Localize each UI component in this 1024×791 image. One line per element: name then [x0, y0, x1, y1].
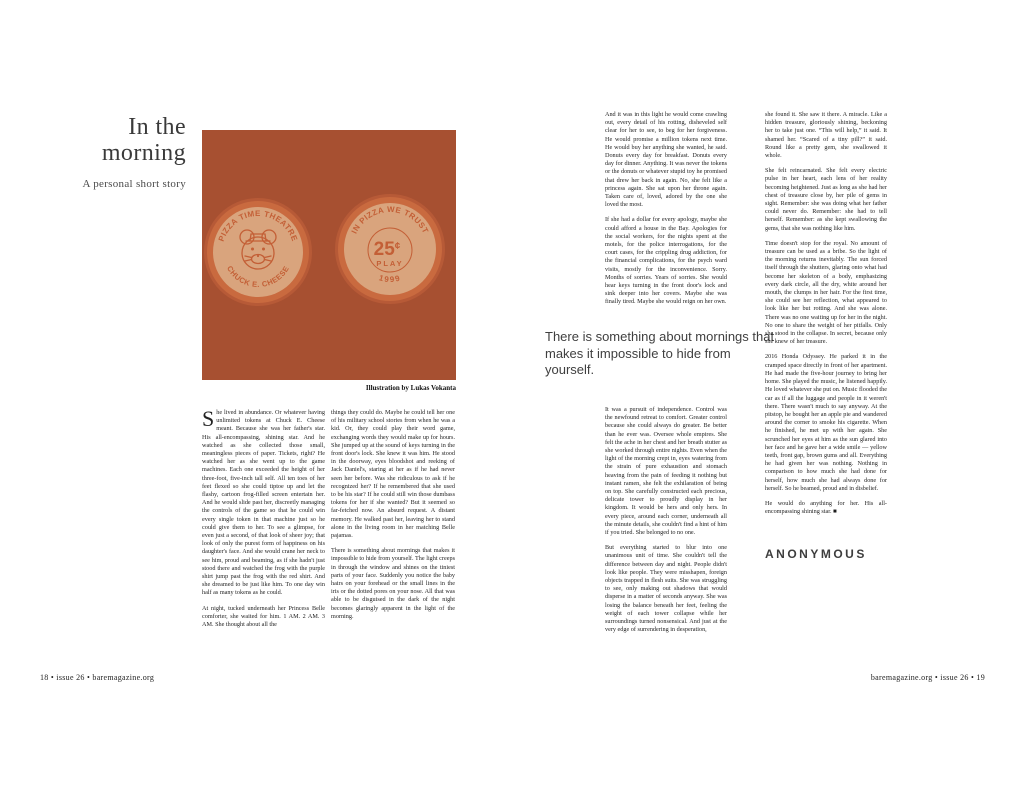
article-title-block — [16, 114, 186, 190]
paragraph — [202, 409, 325, 598]
paragraph: Time doesn't stop for the royal. No amount of treasure can be used as a bribe. So the light of the morning returns inevitably. The sun forced itself through the shutters, glaring onto what had become her skeleton of a body, emphasizing every dark circle, all the dry, white around her mouth, the clumps in her hair. For the first time, she could see her reflection, what appeared to look like her but rotting. And she was alone. There was no one waiting up for her in the night. No one to share the weight of her pitfalls. Only she stood in the collapse. In secret, because only she knew of her treasure. — [765, 239, 887, 346]
drop-cap: S — [202, 409, 215, 431]
paragraph: He would do anything for her. His all-encompassing shining star. ■ — [765, 499, 887, 516]
author-name: ANONYMOUS — [765, 547, 867, 561]
paragraph-text: he lived in abundance. Or whatever having unlimited tokens at Chuck E. Cheese meant. Because she was her father's star. His all-encompassing, shining star. And he watched as she collected those small, meaningless pieces of paper. Tickets, right? He watched her as she went up to the game machines. Each one exceeded the height of her three-foot, five-inch tall self. All ten toes of her feet flexed so she could tiptoe up and let the flashy, cartoon frog-filled screen entertain her. And he would slide past her, discreetly managing the controls of the game so that he could win every single token in that machine just so he could give them to her. To see a glimpse, for even just a second, of that look of sheer joy; that look of only the purest form of happiness on his daughter's face. And she would crane her neck to see him, proud and beaming, as if she hadn't just stood there and watched the frog with the purple shirt jump past the frog with the red shirt. And she dreamed to be just like him. To one day win half as many tokens as he could. — [202, 409, 325, 597]
paragraph: 2016 Honda Odyssey. He parked it in the cramped space directly in front of her apartment. He had made the five-hour journey to bring her home. She played the music, he listened happily. He loved whatever she put on. Music flooded the car as if all the luggage and people in it weren't there. There wasn't much to say anyway. At the pitstop, he bought her an apple pie and wandered around the corner to smoke his cigarette. When he finished, he met up with her again. She scrunched her eyes at him as the sun glared into her face and he gave her a wide smile — yellow teeth, front gap, brown gums and all. Everything he had given her was nothing. Nothing in comparison to how much she had done for herself, how much she had always done for herself. So he beamed, proud and in disbelief. — [765, 353, 887, 492]
paragraph: But everything started to blur into one unanimous unit of time. She couldn't tell the difference between day and night. People didn't look like people. They were misshapen, foreign objects trapped in flesh suits. She was struggling to see, only making out shadows that would disperse in a matter of seconds anyway. She was losing the balance beneath her feet, feeling the weight of each tower collapse while her surroundings turned nonsensical. And just at the very edge of surrendering in desperation, — [605, 544, 727, 634]
title-line-1: In the — [128, 114, 186, 140]
right-page-column-1-bottom — [605, 406, 727, 644]
title-line-2: morning — [101, 140, 186, 166]
left-page-column-2 — [331, 409, 455, 671]
illustration — [202, 130, 456, 380]
token-bottom-text: CHUCK E. CHEESE — [225, 264, 291, 290]
paragraph: She felt reincarnated. She felt every electric pulse in her heart, each lens of her reality becoming heightened. Just as long as she had her chest of treasure close by, her pile of gems in sight. Remember: she was doing what her father could never do. Remember: she had to tell herself. Remember: as she kept swallowing the gems, that she was nothing like him. — [765, 167, 887, 232]
page-footer-left: 18 • issue 26 • baremagazine.org — [40, 673, 155, 682]
token-in-pizza-we-trust — [335, 194, 445, 304]
right-page-column-2 — [765, 111, 887, 545]
paragraph: There is something about mornings that makes it impossible to hide from yourself. The light creeps in through the window and shines on the tiniest parts of your face. Suddenly you notice the baby hairs on your forehead or the small lines in the iris or the dotted pores on your nose. All that was able to be disguised in the dark of the night becomes glaringly apparent in the light of the morning. — [331, 547, 455, 620]
paragraph: And it was in this light he would come crawling out, every detail of his rotting, disheveled self clear for her to see, to beg for her forgiveness. He would promise a million tokens next time. He would buy her anything she wanted, he said. Donuts every day for breakfast. Donuts every day for dinner. Anything. It was never the tokens or the donuts or whatever stupid toy he promised that drew her back in again. No, she felt like a princess again. She sat upon her throne again. Taken care of, loved, adored by the one she loved the most. — [605, 111, 727, 209]
token-top-text: PIZZA TIME THEATRE — [216, 208, 300, 243]
article-subtitle: A personal short story — [82, 178, 186, 190]
token-year: 1999 — [377, 273, 403, 285]
paragraph: It was a pursuit of independence. Control was the newfound retreat to comfort. Greater control because she could always do greater. Be better than he ever was. Oversee whole empires. She felt the ache in her chest and her breath stutter as she worked through entire nights. Even when the light of the morning crept in, eyes watering from the strain of pure exhaustion and stomach heaving from the pain of feeding it nothing but instant ramen, she felt the exhilaration of being on top. She carefully constructed each precious, delicate tower to proudly display in her kingdom. It would be hers and only hers. In every piece, around each corner, underneath all the minute details, she couldn't find a hint of him if you tried. She belonged to no one. — [605, 406, 727, 537]
illustration-credit: Illustration by Lukas Vokanta — [365, 384, 456, 392]
token-play-label: PLAY — [376, 259, 404, 268]
right-page-column-1-top — [605, 111, 727, 331]
pull-quote: There is something about mornings that makes it impossible to hide from yourself. — [545, 329, 775, 377]
token-top-text: IN PIZZA WE TRUST — [349, 204, 431, 236]
tokens-illustration — [202, 130, 456, 380]
paragraph: things they could do. Maybe he could tell her one of his military school stories from when he was a kid. Or, they could play their word game, exchanging words they would make up for hours. She jumped up at the sound of keys turning in the front door's lock. She knew it was him. He stood in the doorway, eyes bloodshot and reeking of Jack Daniel's, staring at her as if he had never seen her before. Was she ridiculous to ask if he recognized her? If he remembered that she used to be his star? If he could still win those dumbass tokens for her if she wanted? But it seemed so far-fetched now. An absurd request. A distant memory. He walked past her, leaving her to stand alone in the living room in her matching Belle pajamas. — [331, 409, 455, 540]
paragraph: If she had a dollar for every apology, maybe she could afford a house in the Bay. Apologies for the social workers, for the nights spent at the motels, for the police interrogations, for the court cases, for the crippling drug addiction, for the financial complications, for the psych ward visits, mostly for the inconvenience. Sorry. Months of sorries. Years of sorries. She would hear keys turning in the front door's lock and sink deeper into her covers. Maybe she was finally tired. Maybe she would reign on her own. — [605, 216, 727, 306]
token-pizza-time — [204, 198, 312, 306]
token-value: 25¢ — [373, 239, 401, 260]
page-title — [16, 114, 186, 166]
paragraph: At night, tucked underneath her Princess Belle comforter, she waited for him. 1 AM. 2 AM. 3 AM. She thought about all the — [202, 604, 325, 629]
left-page-column-1 — [202, 409, 325, 671]
paragraph: she found it. She saw it there. A miracle. Like a hidden treasure, gloriously shining, beckoning her to take just one. “This will help,” it said. It shamed her. “Scared of a tiny pill?” it said. Round like a pretty gem, she swallowed it whole. — [765, 111, 887, 160]
page-footer-right: baremagazine.org • issue 26 • 19 — [870, 673, 985, 682]
